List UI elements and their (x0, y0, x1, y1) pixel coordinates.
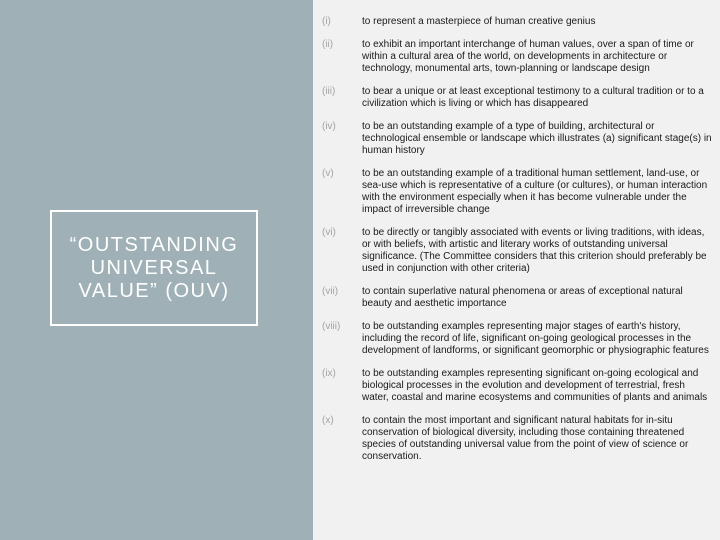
criterion-text: to contain the most important and significant natural habitats for in-situ conservation of biological diversity, including those containing threatened species of outstanding universal value from the point of view of science or conservation. (362, 415, 689, 462)
criterion-number: (x) (322, 415, 334, 426)
criterion-text: to be outstanding examples representing significant on-going ecological and biological processes in the evolution and development of terrestrial, fresh water, coastal and marine ecosystems and communities of plants and animals (362, 368, 708, 403)
criterion-i (321, 16, 712, 28)
criterion-text: to be an outstanding example of a type of building, architectural or technological ensemble or landscape which illustrates (a) significant stage(s) in human history (362, 121, 712, 156)
criterion-ix (321, 368, 712, 404)
slide-title: “OUTSTANDING UNIVERSAL VALUE” (OUV) (69, 233, 239, 302)
criterion-number: (v) (322, 168, 334, 179)
criterion-number: (ii) (322, 39, 334, 50)
criterion-number: (ix) (322, 368, 336, 379)
criteria-list (313, 0, 720, 540)
criterion-viii (321, 321, 712, 357)
criterion-v (321, 168, 712, 216)
criterion-text: to represent a masterpiece of human creative genius (362, 16, 596, 27)
criterion-ii (321, 39, 712, 75)
criterion-number: (vi) (322, 227, 336, 238)
criterion-number: (viii) (322, 321, 341, 332)
criterion-iv (321, 121, 712, 157)
title-panel (0, 0, 313, 540)
criterion-text: to be directly or tangibly associated with events or living traditions, with ideas, or with beliefs, with artistic and literary works of outstanding universal significance. (The Committee considers that this criterion should preferably be used in conjunction with other criteria) (362, 227, 707, 274)
criterion-text: to be an outstanding example of a traditional human settlement, land-use, or sea-use which is representative of a culture (or cultures), or human interaction with the environment especially when it has become vulnerable under the impact of irreversible change (362, 168, 708, 215)
criterion-x (321, 415, 712, 463)
criterion-iii (321, 86, 712, 110)
criterion-text: to be outstanding examples representing major stages of earth's history, including the record of life, significant on-going geological processes in the development of landforms, or significant geomorphic or physiographic features (362, 321, 709, 356)
criterion-text: to exhibit an important interchange of human values, over a span of time or within a cultural area of the world, on developments in architecture or technology, monumental arts, town-planning or landscape design (362, 39, 694, 74)
criterion-number: (i) (322, 16, 331, 27)
criterion-number: (iii) (322, 86, 336, 97)
criterion-vii (321, 286, 712, 310)
criterion-text: to bear a unique or at least exceptional testimony to a cultural tradition or to a civilization which is living or which has disappeared (362, 86, 704, 109)
criterion-number: (iv) (322, 121, 336, 132)
title-box (50, 210, 258, 326)
criterion-vi (321, 227, 712, 275)
criterion-text: to contain superlative natural phenomena or areas of exceptional natural beauty and aesthetic importance (362, 286, 683, 309)
criterion-number: (vii) (322, 286, 339, 297)
